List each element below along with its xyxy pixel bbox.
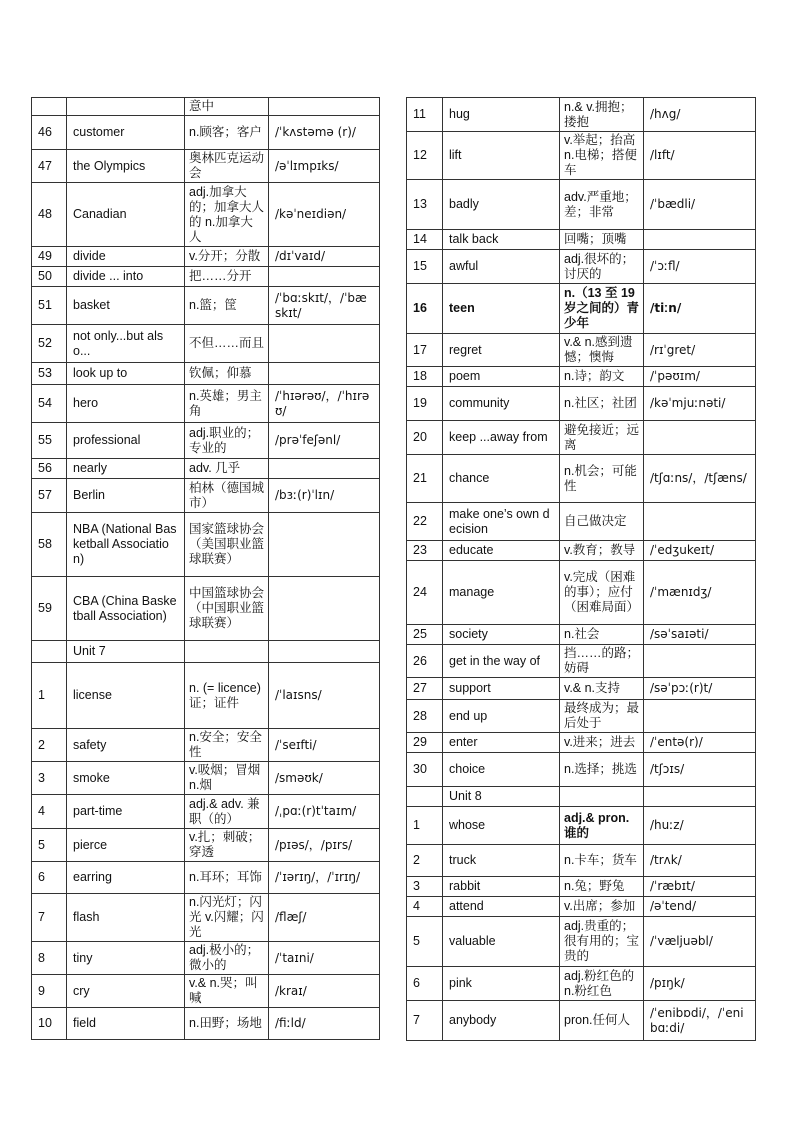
row-number: 28 xyxy=(407,700,443,733)
row-number: 1 xyxy=(407,807,443,845)
vocab-row xyxy=(407,807,756,845)
meaning-cell: n.闪光灯；闪光 v.闪耀；闪光 xyxy=(185,894,269,942)
word-cell: teen xyxy=(443,284,560,334)
meaning-cell: n. (= licence) 证；证件 xyxy=(185,663,269,729)
vocab-row xyxy=(32,267,380,287)
meaning-cell: 自己做决定 xyxy=(560,503,644,541)
word-cell: CBA (China Basketball Association) xyxy=(67,577,185,641)
row-number: 7 xyxy=(407,1001,443,1041)
phonetic-cell: /huːz/ xyxy=(644,807,756,845)
row-number: 58 xyxy=(32,513,67,577)
row-number: 48 xyxy=(32,183,67,247)
word-cell: earring xyxy=(67,862,185,894)
row-number: 14 xyxy=(407,230,443,250)
phonetic-cell: /ˈɔːfl/ xyxy=(644,250,756,284)
word-cell: not only...but also... xyxy=(67,325,185,363)
row-number: 12 xyxy=(407,132,443,180)
phonetic-cell: /ˈedʒukeɪt/ xyxy=(644,541,756,561)
meaning-cell: v.吸烟；冒烟 n.烟 xyxy=(185,762,269,795)
vocab-row xyxy=(407,561,756,625)
meaning-cell: v.完成（困难的事）；应付（困难局面） xyxy=(560,561,644,625)
row-number: 52 xyxy=(32,325,67,363)
word-cell: divide ... into xyxy=(67,267,185,287)
row-number: 22 xyxy=(407,503,443,541)
meaning-cell: v.分开；分散 xyxy=(185,247,269,267)
row-number: 50 xyxy=(32,267,67,287)
word-cell: attend xyxy=(443,897,560,917)
phonetic-cell xyxy=(269,577,380,641)
vocab-row xyxy=(407,503,756,541)
meaning-cell: 把……分开 xyxy=(185,267,269,287)
phonetic-cell: /ˈpəʊɪm/ xyxy=(644,367,756,387)
vocab-row xyxy=(32,942,380,975)
vocab-row xyxy=(407,250,756,284)
word-cell: cry xyxy=(67,975,185,1008)
phonetic-cell: /ˈseɪfti/ xyxy=(269,729,380,762)
phonetic-cell: /ˈmænɪdʒ/ xyxy=(644,561,756,625)
row-number: 25 xyxy=(407,625,443,645)
vocab-row xyxy=(32,975,380,1008)
vocab-row xyxy=(32,479,380,513)
row-number: 13 xyxy=(407,180,443,230)
vocab-row xyxy=(407,625,756,645)
vocab-row xyxy=(32,363,380,385)
row-number xyxy=(32,641,67,663)
vocab-row xyxy=(32,325,380,363)
vocab-row xyxy=(32,287,380,325)
row-number: 4 xyxy=(407,897,443,917)
word-cell: the Olympics xyxy=(67,150,185,183)
row-number: 47 xyxy=(32,150,67,183)
row-number: 16 xyxy=(407,284,443,334)
row-number: 27 xyxy=(407,678,443,700)
row-number: 1 xyxy=(32,663,67,729)
meaning-cell: 柏林（德国城市） xyxy=(185,479,269,513)
phonetic-cell: /ˈɪərɪŋ/，/ˈɪrɪŋ/ xyxy=(269,862,380,894)
meaning-cell: v.& n.感到遗憾；懊悔 xyxy=(560,334,644,367)
word-cell: regret xyxy=(443,334,560,367)
row-number: 7 xyxy=(32,894,67,942)
phonetic-cell xyxy=(269,267,380,287)
word-cell: Berlin xyxy=(67,479,185,513)
meaning-cell: n.选择；挑选 xyxy=(560,753,644,787)
meaning-cell: adj.很坏的；讨厌的 xyxy=(560,250,644,284)
meaning-cell: 奥林匹克运动会 xyxy=(185,150,269,183)
meaning-cell: n.诗；韵文 xyxy=(560,367,644,387)
row-number: 53 xyxy=(32,363,67,385)
word-cell: safety xyxy=(67,729,185,762)
word-cell: flash xyxy=(67,894,185,942)
row-number: 59 xyxy=(32,577,67,641)
vocab-row xyxy=(407,645,756,678)
word-cell: choice xyxy=(443,753,560,787)
vocab-row xyxy=(32,1008,380,1040)
meaning-cell: adj.粉红色的 n.粉红色 xyxy=(560,967,644,1001)
row-number: 5 xyxy=(32,829,67,862)
word-cell: make one’s own decision xyxy=(443,503,560,541)
meaning-cell: n.机会；可能性 xyxy=(560,455,644,503)
phonetic-cell: /kəˈneɪdiən/ xyxy=(269,183,380,247)
word-cell: nearly xyxy=(67,459,185,479)
phonetic-cell: /ˈentə(r)/ xyxy=(644,733,756,753)
row-number: 4 xyxy=(32,795,67,829)
phonetic-cell: /pɪəs/，/pɪrs/ xyxy=(269,829,380,862)
word-cell: Unit 7 xyxy=(67,641,185,663)
meaning-cell: 不但……而且 xyxy=(185,325,269,363)
meaning-cell: 国家篮球协会（美国职业篮球联赛） xyxy=(185,513,269,577)
meaning-cell: 钦佩；仰慕 xyxy=(185,363,269,385)
phonetic-cell: /lɪft/ xyxy=(644,132,756,180)
vocab-row xyxy=(407,541,756,561)
vocab-row xyxy=(407,733,756,753)
row-number: 5 xyxy=(407,917,443,967)
row-number: 11 xyxy=(407,98,443,132)
meaning-cell: adv.严重地；差；非常 xyxy=(560,180,644,230)
meaning-cell xyxy=(185,641,269,663)
phonetic-cell xyxy=(269,513,380,577)
meaning-cell: v.出席；参加 xyxy=(560,897,644,917)
meaning-cell: 意中 xyxy=(185,98,269,116)
vocab-row xyxy=(32,829,380,862)
phonetic-cell xyxy=(644,787,756,807)
word-cell: support xyxy=(443,678,560,700)
meaning-cell: n.社区；社团 xyxy=(560,387,644,421)
meaning-cell: n.社会 xyxy=(560,625,644,645)
vocab-row xyxy=(407,421,756,455)
phonetic-cell: /ˈbɑːskɪt/，/ˈbæskɪt/ xyxy=(269,287,380,325)
row-number: 10 xyxy=(32,1008,67,1040)
phonetic-cell: /ˈtaɪni/ xyxy=(269,942,380,975)
phonetic-cell: /səˈsaɪəti/ xyxy=(644,625,756,645)
phonetic-cell xyxy=(269,363,380,385)
meaning-cell: n.耳环；耳饰 xyxy=(185,862,269,894)
row-number: 2 xyxy=(407,845,443,877)
meaning-cell: 挡……的路；妨碍 xyxy=(560,645,644,678)
vocab-row xyxy=(32,423,380,459)
meaning-cell: 最终成为；最后处于 xyxy=(560,700,644,733)
vocab-row xyxy=(32,862,380,894)
meaning-cell: adj.职业的；专业的 xyxy=(185,423,269,459)
word-cell: anybody xyxy=(443,1001,560,1041)
meaning-cell: v.举起；抬高 n.电梯；搭便车 xyxy=(560,132,644,180)
phonetic-cell: /tʃɑːns/，/tʃæns/ xyxy=(644,455,756,503)
word-cell: customer xyxy=(67,116,185,150)
row-number: 23 xyxy=(407,541,443,561)
word-cell: chance xyxy=(443,455,560,503)
word-cell: poem xyxy=(443,367,560,387)
row-number xyxy=(407,787,443,807)
meaning-cell: adj.贵重的；很有用的；宝贵的 xyxy=(560,917,644,967)
vocab-row xyxy=(407,787,756,807)
row-number: 18 xyxy=(407,367,443,387)
vocab-row xyxy=(32,663,380,729)
phonetic-cell: /əˈtend/ xyxy=(644,897,756,917)
vocab-table-left-body xyxy=(32,98,380,1040)
meaning-cell: 避免接近；远离 xyxy=(560,421,644,455)
vocab-row xyxy=(407,753,756,787)
word-cell: smoke xyxy=(67,762,185,795)
phonetic-cell: /bɜː(r)ˈlɪn/ xyxy=(269,479,380,513)
phonetic-cell: /sməʊk/ xyxy=(269,762,380,795)
vocab-row xyxy=(407,387,756,421)
vocab-row xyxy=(407,132,756,180)
meaning-cell: adv. 几乎 xyxy=(185,459,269,479)
word-cell: enter xyxy=(443,733,560,753)
vocab-row xyxy=(407,98,756,132)
word-cell: whose xyxy=(443,807,560,845)
meaning-cell: 中国篮球协会（中国职业篮球联赛） xyxy=(185,577,269,641)
meaning-cell: adj.加拿大的；加拿大人的 n.加拿大人 xyxy=(185,183,269,247)
phonetic-cell: /kəˈmjuːnəti/ xyxy=(644,387,756,421)
word-cell: awful xyxy=(443,250,560,284)
meaning-cell: n.安全；安全性 xyxy=(185,729,269,762)
phonetic-cell xyxy=(644,645,756,678)
phonetic-cell xyxy=(644,503,756,541)
row-number: 56 xyxy=(32,459,67,479)
word-cell: educate xyxy=(443,541,560,561)
phonetic-cell: /ˈræbɪt/ xyxy=(644,877,756,897)
word-cell xyxy=(67,98,185,116)
phonetic-cell: /hʌg/ xyxy=(644,98,756,132)
row-number: 20 xyxy=(407,421,443,455)
vocab-table-left xyxy=(31,97,380,1040)
vocab-row xyxy=(32,577,380,641)
meaning-cell: v.进来；进去 xyxy=(560,733,644,753)
row-number: 54 xyxy=(32,385,67,423)
word-cell: badly xyxy=(443,180,560,230)
phonetic-cell xyxy=(269,641,380,663)
phonetic-cell: /flæʃ/ xyxy=(269,894,380,942)
word-cell: basket xyxy=(67,287,185,325)
word-cell: lift xyxy=(443,132,560,180)
word-cell: professional xyxy=(67,423,185,459)
phonetic-cell xyxy=(644,421,756,455)
row-number: 19 xyxy=(407,387,443,421)
word-cell: NBA (National Basketball Association) xyxy=(67,513,185,577)
vocab-row xyxy=(407,845,756,877)
meaning-cell: n.田野；场地 xyxy=(185,1008,269,1040)
vocab-row xyxy=(407,455,756,503)
meaning-cell: v.& n.支持 xyxy=(560,678,644,700)
meaning-cell: 回嘴；顶嘴 xyxy=(560,230,644,250)
row-number: 51 xyxy=(32,287,67,325)
row-number: 24 xyxy=(407,561,443,625)
vocab-row xyxy=(407,1001,756,1041)
meaning-cell: adj.& pron.谁的 xyxy=(560,807,644,845)
meaning-cell: adj.& adv. 兼职（的） xyxy=(185,795,269,829)
vocab-row xyxy=(407,897,756,917)
word-cell: keep ...away from xyxy=(443,421,560,455)
vocab-row xyxy=(32,894,380,942)
vocab-row xyxy=(32,98,380,116)
vocab-row xyxy=(407,230,756,250)
phonetic-cell xyxy=(269,98,380,116)
word-cell: pierce xyxy=(67,829,185,862)
row-number: 57 xyxy=(32,479,67,513)
vocab-row xyxy=(407,180,756,230)
vocab-row xyxy=(407,284,756,334)
word-cell: hug xyxy=(443,98,560,132)
vocab-row xyxy=(407,367,756,387)
vocab-row xyxy=(407,917,756,967)
row-number: 30 xyxy=(407,753,443,787)
row-number: 26 xyxy=(407,645,443,678)
vocab-table-right-body xyxy=(407,98,756,1041)
phonetic-cell xyxy=(644,230,756,250)
word-cell: Unit 8 xyxy=(443,787,560,807)
row-number: 3 xyxy=(407,877,443,897)
word-cell: valuable xyxy=(443,917,560,967)
word-cell: get in the way of xyxy=(443,645,560,678)
phonetic-cell: /tʃɔɪs/ xyxy=(644,753,756,787)
word-cell: manage xyxy=(443,561,560,625)
word-cell: end up xyxy=(443,700,560,733)
meaning-cell: n.篮；筐 xyxy=(185,287,269,325)
vocab-row xyxy=(407,967,756,1001)
phonetic-cell: /ˈlaɪsns/ xyxy=(269,663,380,729)
word-cell: rabbit xyxy=(443,877,560,897)
vocab-row xyxy=(32,150,380,183)
phonetic-cell: /rɪˈgret/ xyxy=(644,334,756,367)
row-number: 6 xyxy=(32,862,67,894)
vocab-row xyxy=(32,513,380,577)
row-number: 55 xyxy=(32,423,67,459)
row-number: 15 xyxy=(407,250,443,284)
phonetic-cell: /tiːn/ xyxy=(644,284,756,334)
word-cell: society xyxy=(443,625,560,645)
phonetic-cell: /kraɪ/ xyxy=(269,975,380,1008)
meaning-cell: n.卡车；货车 xyxy=(560,845,644,877)
phonetic-cell: /ˌpɑː(r)tˈtaɪm/ xyxy=(269,795,380,829)
meaning-cell: n.& v.拥抱；搂抱 xyxy=(560,98,644,132)
word-cell: pink xyxy=(443,967,560,1001)
row-number: 2 xyxy=(32,729,67,762)
row-number: 21 xyxy=(407,455,443,503)
word-cell: truck xyxy=(443,845,560,877)
word-cell: license xyxy=(67,663,185,729)
row-number: 6 xyxy=(407,967,443,1001)
word-cell: field xyxy=(67,1008,185,1040)
meaning-cell: adj.极小的；微小的 xyxy=(185,942,269,975)
row-number xyxy=(32,98,67,116)
word-cell: Canadian xyxy=(67,183,185,247)
vocab-row xyxy=(32,116,380,150)
phonetic-cell xyxy=(269,325,380,363)
phonetic-cell: /əˈlɪmpɪks/ xyxy=(269,150,380,183)
meaning-cell: n.英雄；男主角 xyxy=(185,385,269,423)
word-cell: look up to xyxy=(67,363,185,385)
vocab-row xyxy=(32,641,380,663)
vocab-row xyxy=(407,700,756,733)
meaning-cell: v.& n.哭；叫喊 xyxy=(185,975,269,1008)
vocab-row xyxy=(32,247,380,267)
row-number: 46 xyxy=(32,116,67,150)
phonetic-cell: /dɪˈvaɪd/ xyxy=(269,247,380,267)
phonetic-cell: /səˈpɔː(r)t/ xyxy=(644,678,756,700)
phonetic-cell: /fiːld/ xyxy=(269,1008,380,1040)
phonetic-cell: /trʌk/ xyxy=(644,845,756,877)
word-cell: talk back xyxy=(443,230,560,250)
row-number: 9 xyxy=(32,975,67,1008)
word-cell: tiny xyxy=(67,942,185,975)
row-number: 17 xyxy=(407,334,443,367)
meaning-cell xyxy=(560,787,644,807)
vocab-row xyxy=(407,334,756,367)
row-number: 3 xyxy=(32,762,67,795)
vocab-row xyxy=(32,385,380,423)
meaning-cell: pron.任何人 xyxy=(560,1001,644,1041)
phonetic-cell: /pɪŋk/ xyxy=(644,967,756,1001)
vocab-row xyxy=(32,795,380,829)
word-cell: hero xyxy=(67,385,185,423)
meaning-cell: n.兔；野兔 xyxy=(560,877,644,897)
row-number: 49 xyxy=(32,247,67,267)
meaning-cell: v.教育；教导 xyxy=(560,541,644,561)
phonetic-cell: /prəˈfeʃənl/ xyxy=(269,423,380,459)
row-number: 8 xyxy=(32,942,67,975)
vocab-row xyxy=(407,678,756,700)
vocab-table-right xyxy=(406,97,756,1041)
meaning-cell: n.顾客；客户 xyxy=(185,116,269,150)
word-cell: divide xyxy=(67,247,185,267)
phonetic-cell: /ˈkʌstəmə (r)/ xyxy=(269,116,380,150)
phonetic-cell: /ˈvæljuəbl/ xyxy=(644,917,756,967)
phonetic-cell xyxy=(269,459,380,479)
word-cell: community xyxy=(443,387,560,421)
vocab-row xyxy=(32,459,380,479)
vocab-row xyxy=(32,762,380,795)
phonetic-cell: /ˈenibɒdi/，/ˈenibɑːdi/ xyxy=(644,1001,756,1041)
word-cell: part-time xyxy=(67,795,185,829)
vocab-row xyxy=(32,729,380,762)
meaning-cell: v.扎；刺破；穿透 xyxy=(185,829,269,862)
row-number: 29 xyxy=(407,733,443,753)
vocab-row xyxy=(32,183,380,247)
phonetic-cell: /ˈhɪərəʊ/，/ˈhɪrəʊ/ xyxy=(269,385,380,423)
phonetic-cell xyxy=(644,700,756,733)
vocab-row xyxy=(407,877,756,897)
meaning-cell: n.（13 至 19 岁之间的）青少年 xyxy=(560,284,644,334)
phonetic-cell: /ˈbædli/ xyxy=(644,180,756,230)
